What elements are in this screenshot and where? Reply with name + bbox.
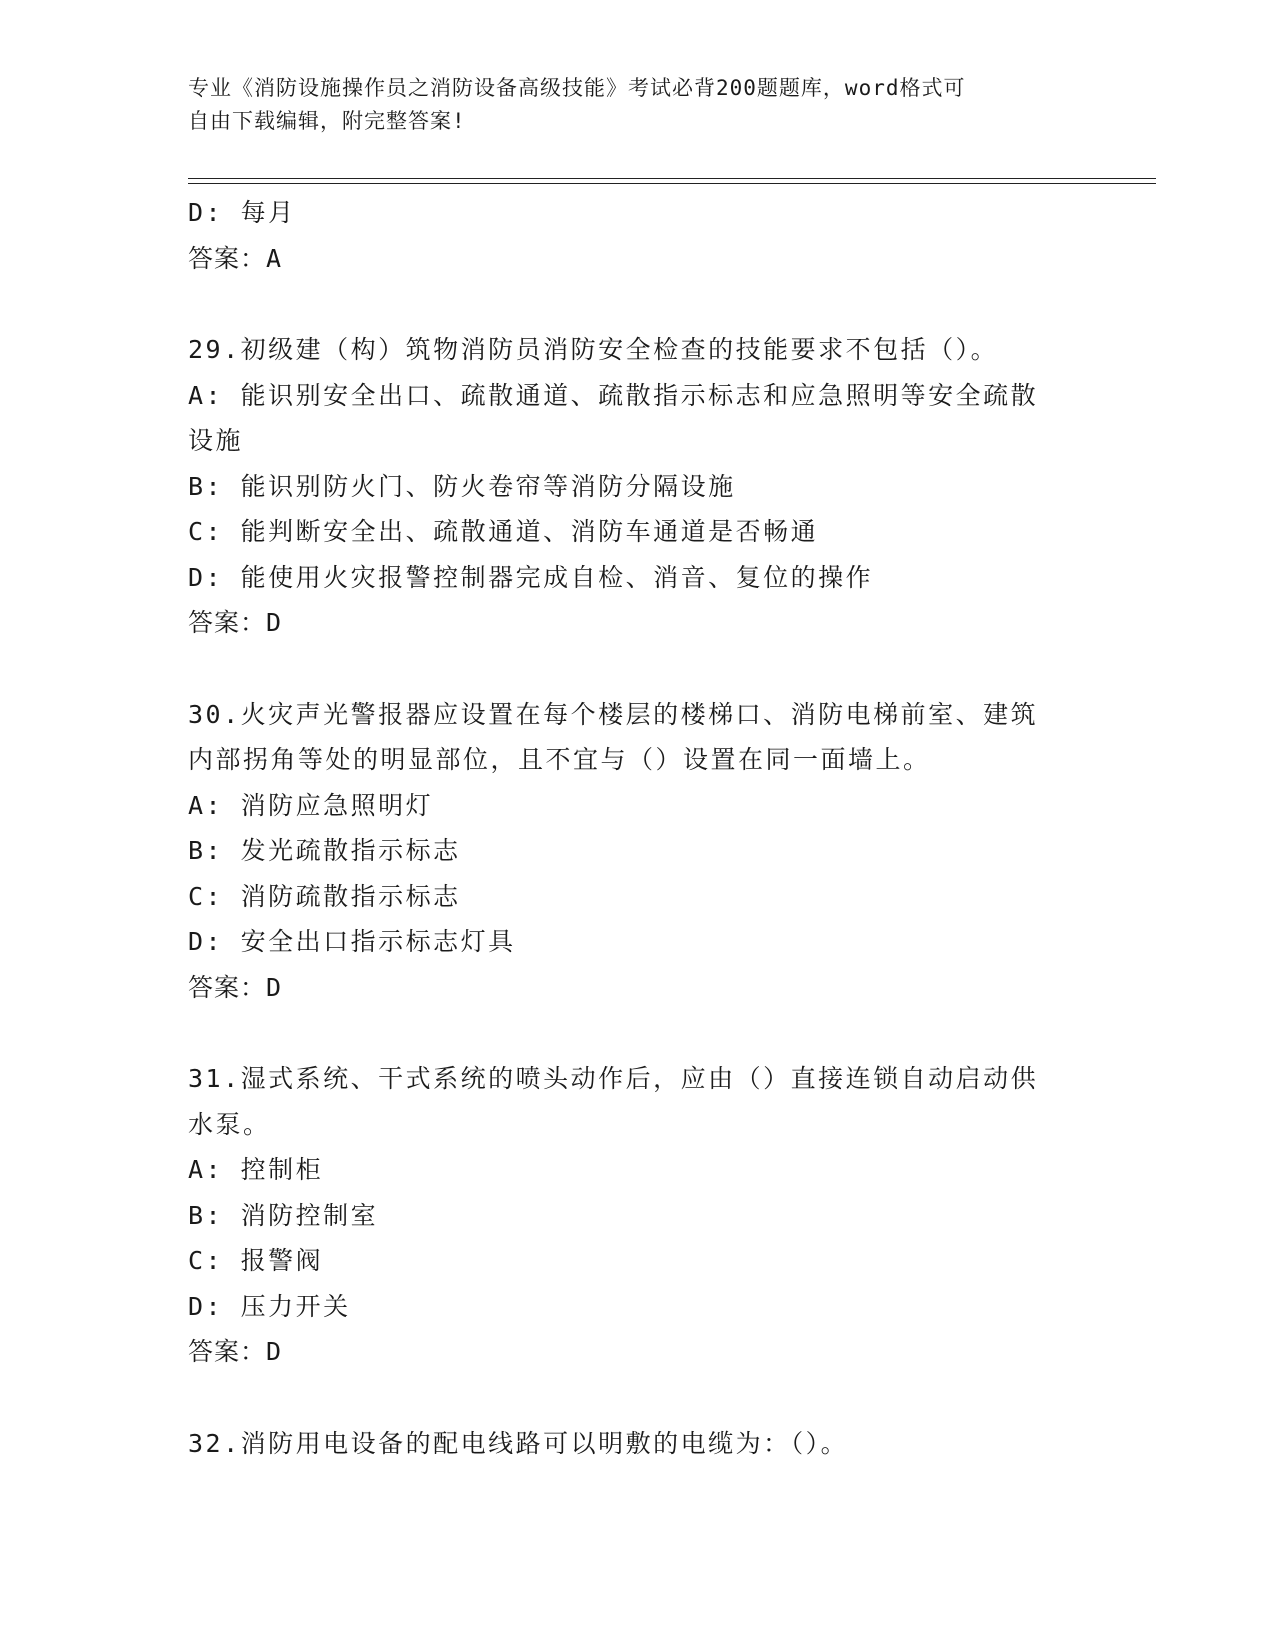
- document-body: [188, 190, 1088, 1466]
- header-line-1: 专业《消防设施操作员之消防设备高级技能》考试必背200题题库，word格式可: [188, 76, 966, 100]
- option-a: A: 消防应急照明灯: [188, 790, 434, 820]
- option-a: A: 能识别安全出口、疏散通道、疏散指示标志和应急照明等安全疏散设施: [188, 380, 1039, 455]
- previous-answer: 答案：A: [188, 243, 283, 273]
- question-stem: 29.初级建（构）筑物消防员消防安全检查的技能要求不包括（）。: [188, 335, 999, 364]
- answer: 答案：D: [188, 972, 283, 1002]
- header-rule-bottom: [188, 183, 1156, 184]
- option-c: C: 消防疏散指示标志: [188, 881, 461, 911]
- option-b: B: 消防控制室: [188, 1200, 379, 1230]
- option-b: B: 发光疏散指示标志: [188, 836, 461, 865]
- option-d: D: 压力开关: [188, 1291, 351, 1321]
- answer: 答案：D: [188, 1337, 283, 1366]
- question-30: [188, 692, 1088, 1011]
- option-d: D: 能使用火灾报警控制器完成自检、消音、复位的操作: [188, 562, 874, 592]
- option-a: A: 控制柜: [188, 1155, 324, 1184]
- option-b: B: 能识别防火门、防火卷帘等消防分隔设施: [188, 471, 736, 501]
- option-c: C: 报警阀: [188, 1246, 324, 1275]
- option-d: D: 安全出口指示标志灯具: [188, 927, 516, 956]
- spacer: [188, 646, 1088, 692]
- spacer: [188, 281, 1088, 327]
- header-rule-top: [188, 178, 1156, 179]
- header-line-2: 自由下载编辑，附完整答案!: [188, 109, 466, 133]
- question-stem: 31.湿式系统、干式系统的喷头动作后，应由（）直接连锁自动启动供水泵。: [188, 1064, 1039, 1139]
- document-header: [188, 72, 1068, 138]
- option-c: C: 能判断安全出、疏散通道、消防车通道是否畅通: [188, 517, 819, 546]
- question-stem: 32.消防用电设备的配电线路可以明敷的电缆为：（）。: [188, 1428, 849, 1458]
- question-29: [188, 327, 1088, 646]
- previous-option-d: D: 每月: [188, 198, 296, 227]
- spacer: [188, 1010, 1088, 1056]
- question-31: [188, 1056, 1088, 1375]
- question-stem: 30.火灾声光警报器应设置在每个楼层的楼梯口、消防电梯前室、建筑内部拐角等处的明显部位，且不宜与（）设置在同一面墙上。: [188, 699, 1039, 774]
- question-32: [188, 1421, 1088, 1467]
- spacer: [188, 1375, 1088, 1421]
- answer: 答案：D: [188, 608, 283, 637]
